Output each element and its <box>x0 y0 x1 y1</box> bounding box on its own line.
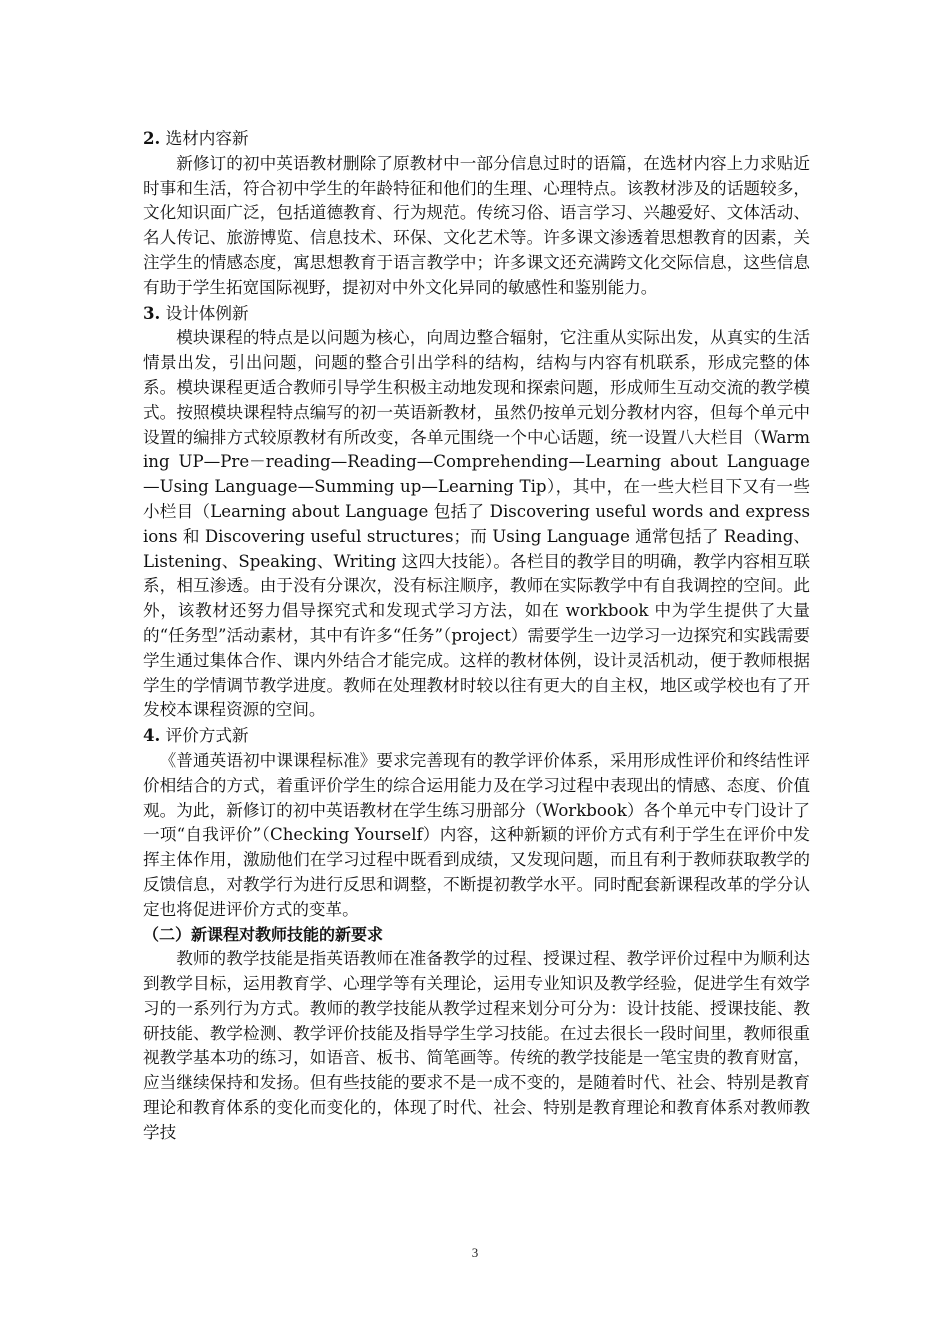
paragraph-evaluation: 《普通英语初中课课程标准》要求完善现有的教学评价体系，采用形成性评价和终结性评价相结合的方式，着重评价学生的综合运用能力及在学习过程中表现出的情感、态度、价值观。为此，新修订的初中英语教材在学生练习册部分（Workbook）各个单元中专门设计了一项“自我评价”（Checking Yourself）内容，这种新颖的评价方式有利于学生在评价中发挥主体作用，激励他们在学习过程中既看到成绩，又发现问题，而且有利于教师获取教学的反馈信息，对教学行为进行反思和调整，不断提初教学水平。同时配套新课程改革的学分认定也将促进评价方式的变革。 <box>143 750 810 919</box>
heading-3 <box>143 301 810 327</box>
heading-2-text: 选材内容新 <box>160 129 249 148</box>
section-heading-teacher-skills: （二）新课程对教师技能的新要求 <box>143 924 384 944</box>
heading-3-text: 设计体例新 <box>160 303 249 323</box>
paragraph-teacher-skills: 教师的教学技能是指英语教师在准备教学的过程、授课过程、教学评价过程中为顺利达到教学目标，运用教育学、心理学等有关理论，运用专业知识及教学经验，促进学生有效学习的一系列行为方式。教师的教学技能从教学过程来划分可分为：设计技能、授课技能、教研技能、教学检测、教学评价技能及指导学生学习技能。在过去很长一段时间里，教师很重视教学基本功的练习，如语音、板书、简笔画等。传统的教学技能是一笔宝贵的教育财富，应当继续保持和发扬。但有些技能的要求不是一成不变的，是随着时代、社会、特别是教育理论和教育体系的变化而变化的，体现了时代、社会、特别是教育理论和教育体系对教师教学技 <box>143 949 810 1142</box>
paragraph-design-format: 模块课程的特点是以问题为核心，向周边整合辐射，它注重从实际出发，从真实的生活情景出发，引出问题，问题的整合引出学科的结构，结构与内容有机联系，形成完整的体系。模块课程更适合教师引导学生积极主动地发现和探索问题，形成师生互动交流的教学模式。按照模块课程特点编写的初一英语新教材，虽然仍按单元划分教材内容，但每个单元中设置的编排方式较原教材有所改变，各单元围绕一个中心话题，统一设置八大栏目（Warming UP—Pre－reading—Reading—Comprehending—Learning about Language—Using Language—Summing up—Learning Tip），其中，在一些大栏目下又有一些小栏目（Learning about Language 包括了 Discovering useful words and expressions 和 Discovering useful structures；而 Using Language 通常包括了 Reading、Listening、Speaking、Writing 这四大技能）。各栏目的教学目的明确，教学内容相互联系，相互渗透。由于没有分课次，没有标注顺序，教师在实际教学中有自我调控的空间。此外，该教材还努力倡导探究式和发现式学习方法，如在 workbook 中为学生提供了大量的“任务型”活动素材，其中有许多“任务”（project）需要学生一边学习一边探究和实践需要学生通过集体合作、课内外结合才能完成。这样的教材体例，设计灵活机动，便于教师根据学生的学情调节教学进度。教师在处理教材时较以往有更大的自主权，地区或学校也有了开发校本课程资源的空间。 <box>143 328 810 720</box>
heading-3-number: 3. <box>143 302 161 323</box>
page-number: 3 <box>471 1245 479 1260</box>
heading-4-number: 4. <box>143 725 161 746</box>
heading-4 <box>143 723 810 749</box>
heading-2 <box>143 126 810 152</box>
heading-4-text: 评价方式新 <box>160 726 249 746</box>
document-body <box>143 126 810 1146</box>
heading-2-number: 2. <box>143 128 161 148</box>
paragraph-material-content: 新修订的初中英语教材删除了原教材中一部分信息过时的语篇，在选材内容上力求贴近时事和生活，符合初中学生的年龄特征和他们的生理、心理特点。该教材涉及的话题较多，文化知识面广泛，包括道德教育、行为规范。传统习俗、语言学习、兴趣爱好、文体活动、名人传记、旅游博览、信息技术、环保、文化艺术等。许多课文渗透着思想教育的因素，关注学生的情感态度，寓思想教育于语言教学中；许多课文还充满跨文化交际信息，这些信息有助于学生拓宽国际视野，提初对中外文化异同的敏感性和鉴别能力。 <box>143 153 810 297</box>
